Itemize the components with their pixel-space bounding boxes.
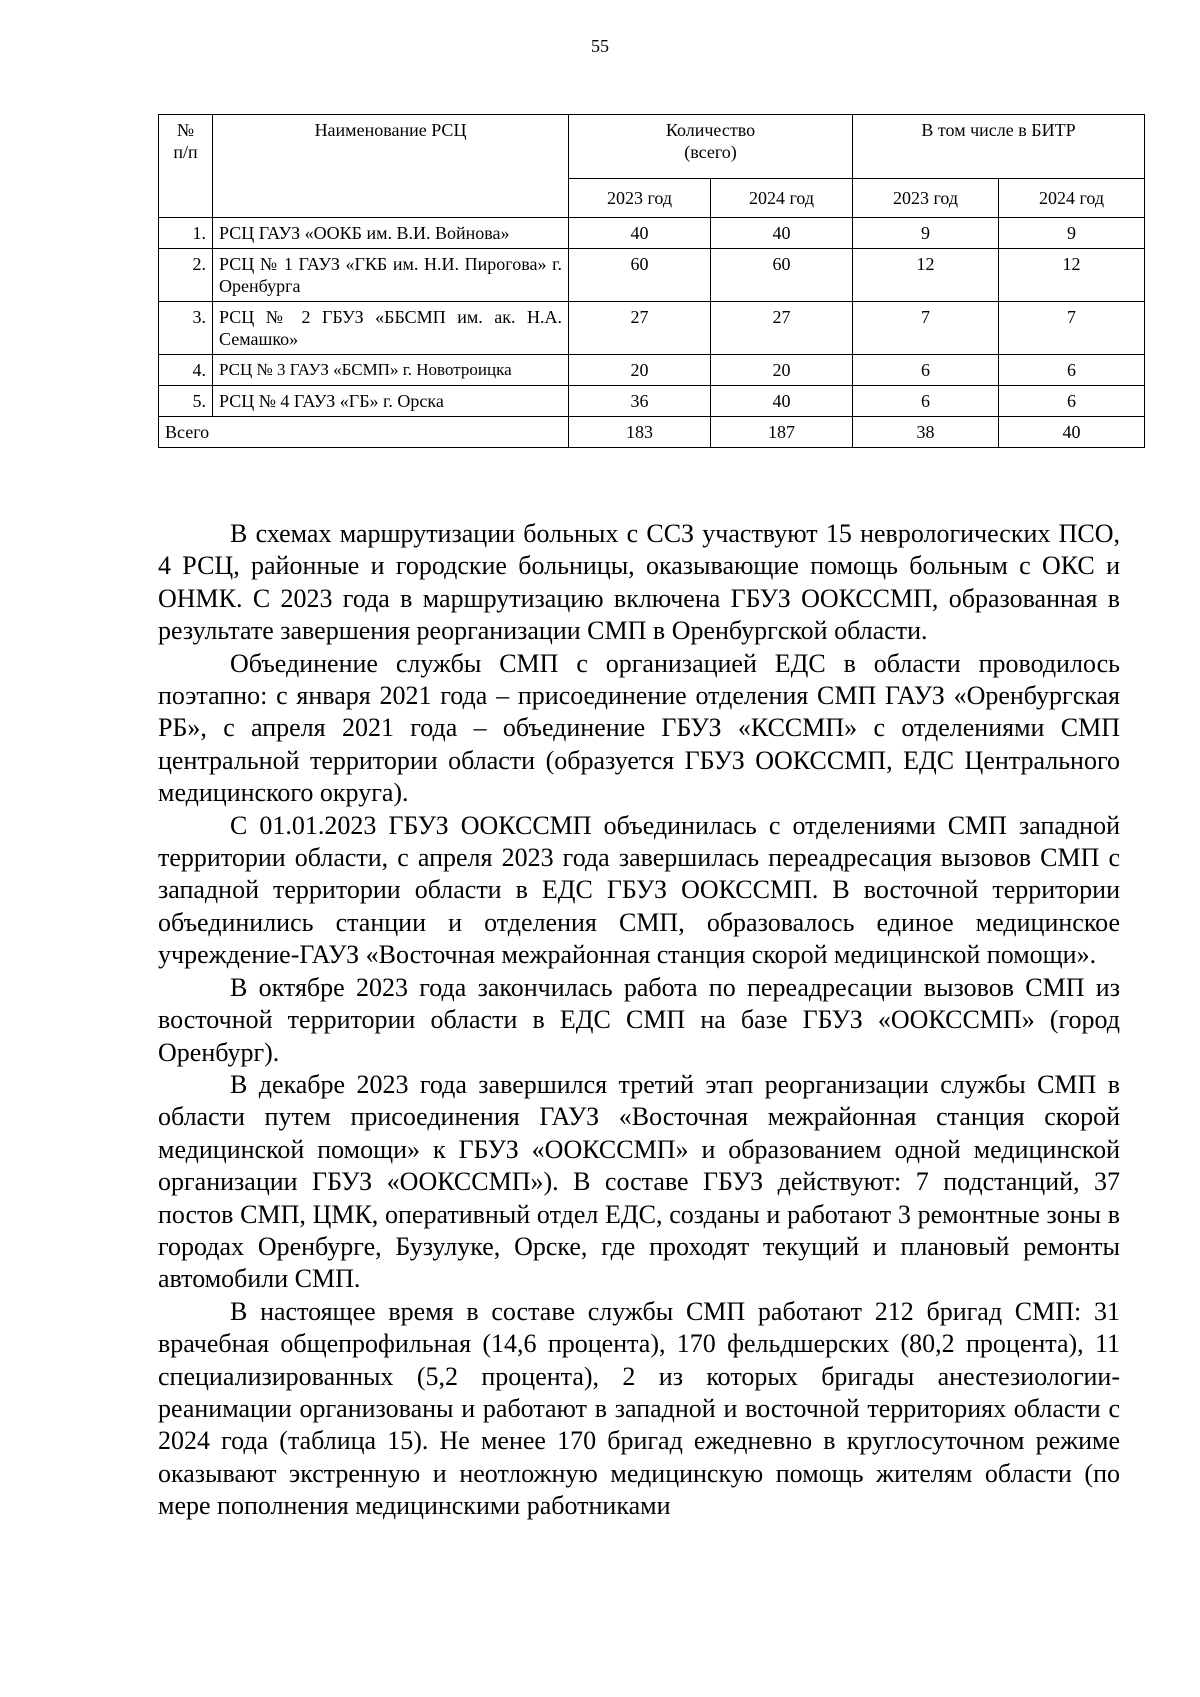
paragraph: С 01.01.2023 ГБУЗ ООКССМП объединилась с отделениями СМП западной территории области, с апреля 2023 года завершилась переадресация вызовов СМП с западной территории области в ЕДС ГБУЗ ООКССМП. В восточной территории объединились станции и отделения СМП, образовалось единое медицинское учреждение-ГАУЗ «Восточная межрайонная станция скорой медицинской помощи». <box>158 810 1120 970</box>
table-row <box>159 355 1145 386</box>
row-total-2023: 60 <box>569 249 711 302</box>
header-num: № п/п <box>159 115 213 218</box>
row-num: 2. <box>159 249 213 302</box>
row-total-2024: 40 <box>711 218 853 249</box>
row-bitr-2024: 6 <box>999 386 1145 417</box>
row-total-2024: 60 <box>711 249 853 302</box>
row-num: 5. <box>159 386 213 417</box>
row-num: 4. <box>159 355 213 386</box>
total-label: Всего <box>159 417 569 448</box>
table-row <box>159 218 1145 249</box>
table-total-row <box>159 417 1145 448</box>
table-row <box>159 302 1145 355</box>
paragraph: В декабре 2023 года завершился третий этап реорганизации службы СМП в области путем присоединения ГАУЗ «Восточная межрайонная станция скорой медицинской помощи» к ГБУЗ «ООКССМП» и образованием одной медицинской организации ГБУЗ «ООКССМП»). В составе ГБУЗ действуют: 7 подстанций, 37 постов СМП, ЦМК, оперативный отдел ЕДС, созданы и работают 3 ремонтные зоны в городах Оренбурге, Бузулуке, Орске, где проходят текущий и плановый ремонты автомобили СМП. <box>158 1069 1120 1294</box>
row-name: РСЦ № 1 ГАУЗ «ГКБ им. Н.И. Пирогова» г. Оренбурга <box>213 249 569 302</box>
body-text <box>158 518 1120 1523</box>
paragraph: В настоящее время в составе службы СМП работают 212 бригад СМП: 31 врачебная общепрофильная (14,6 процента), 170 фельдшерских (80,2 процента), 11 специализированных (5,2 процента), 2 из которых бригады анестезиологии-реанимации организованы и работают в западной и восточной территориях области с 2024 года (таблица 15). Не менее 170 бригад ежедневно в круглосуточном режиме оказывают экстренную и неотложную медицинскую помощь жителям области (по мере пополнения медицинскими работниками <box>158 1296 1120 1521</box>
row-bitr-2023: 7 <box>853 302 999 355</box>
row-bitr-2023: 6 <box>853 355 999 386</box>
row-total-2024: 27 <box>711 302 853 355</box>
header-name: Наименование РСЦ <box>213 115 569 218</box>
row-total-2023: 20 <box>569 355 711 386</box>
row-bitr-2024: 9 <box>999 218 1145 249</box>
paragraph: В октябре 2023 года закончилась работа по переадресации вызовов СМП из восточной территории области в ЕДС СМП на базе ГБУЗ «ООКССМП» (город Оренбург). <box>158 972 1120 1067</box>
row-total-2023: 40 <box>569 218 711 249</box>
header-bitr: В том числе в БИТР <box>853 115 1145 179</box>
row-total-2024: 40 <box>711 386 853 417</box>
table-row <box>159 249 1145 302</box>
row-bitr-2023: 12 <box>853 249 999 302</box>
paragraph: Объединение службы СМП с организацией ЕДС в области проводилось поэтапно: с января 2021 года – присоединение отделения СМП ГАУЗ «Оренбургская РБ», с апреля 2021 года – объединение ГБУЗ «КССМП» с отделениями СМП центральной территории области (образуется ГБУЗ ООКССМП, ЕДС Центрального медицинского округа). <box>158 648 1120 808</box>
total-bitr-2023: 38 <box>853 417 999 448</box>
row-name: РСЦ № 2 ГБУЗ «ББСМП им. ак. Н.А. Семашко» <box>213 302 569 355</box>
row-name: РСЦ № 4 ГАУЗ «ГБ» г. Орска <box>213 386 569 417</box>
row-num: 3. <box>159 302 213 355</box>
rsc-table <box>158 114 1145 448</box>
total-2023: 183 <box>569 417 711 448</box>
row-bitr-2023: 9 <box>853 218 999 249</box>
row-total-2023: 27 <box>569 302 711 355</box>
row-bitr-2024: 12 <box>999 249 1145 302</box>
paragraph: В схемах маршрутизации больных с ССЗ участвуют 15 неврологических ПСО, 4 РСЦ, районные и городские больницы, оказывающие помощь больным с ОКС и ОНМК. С 2023 года в маршрутизацию включена ГБУЗ ООКССМП, образованная в результате завершения реорганизации СМП в Оренбургской области. <box>158 519 1120 646</box>
row-name: РСЦ № 3 ГАУЗ «БСМП» г. Новотроицка <box>213 355 569 386</box>
header-total: Количество (всего) <box>569 115 853 179</box>
row-bitr-2024: 7 <box>999 302 1145 355</box>
row-bitr-2023: 6 <box>853 386 999 417</box>
table-row <box>159 386 1145 417</box>
row-bitr-2024: 6 <box>999 355 1145 386</box>
total-bitr-2024: 40 <box>999 417 1145 448</box>
header-total-2023: 2023 год <box>569 179 711 218</box>
row-num: 1. <box>159 218 213 249</box>
row-total-2024: 20 <box>711 355 853 386</box>
total-2024: 187 <box>711 417 853 448</box>
row-total-2023: 36 <box>569 386 711 417</box>
page-number: 55 <box>591 36 609 56</box>
header-total-2024: 2024 год <box>711 179 853 218</box>
header-bitr-2024: 2024 год <box>999 179 1145 218</box>
row-name: РСЦ ГАУЗ «ООКБ им. В.И. Войнова» <box>213 218 569 249</box>
header-bitr-2023: 2023 год <box>853 179 999 218</box>
table-header-row <box>159 115 1145 179</box>
